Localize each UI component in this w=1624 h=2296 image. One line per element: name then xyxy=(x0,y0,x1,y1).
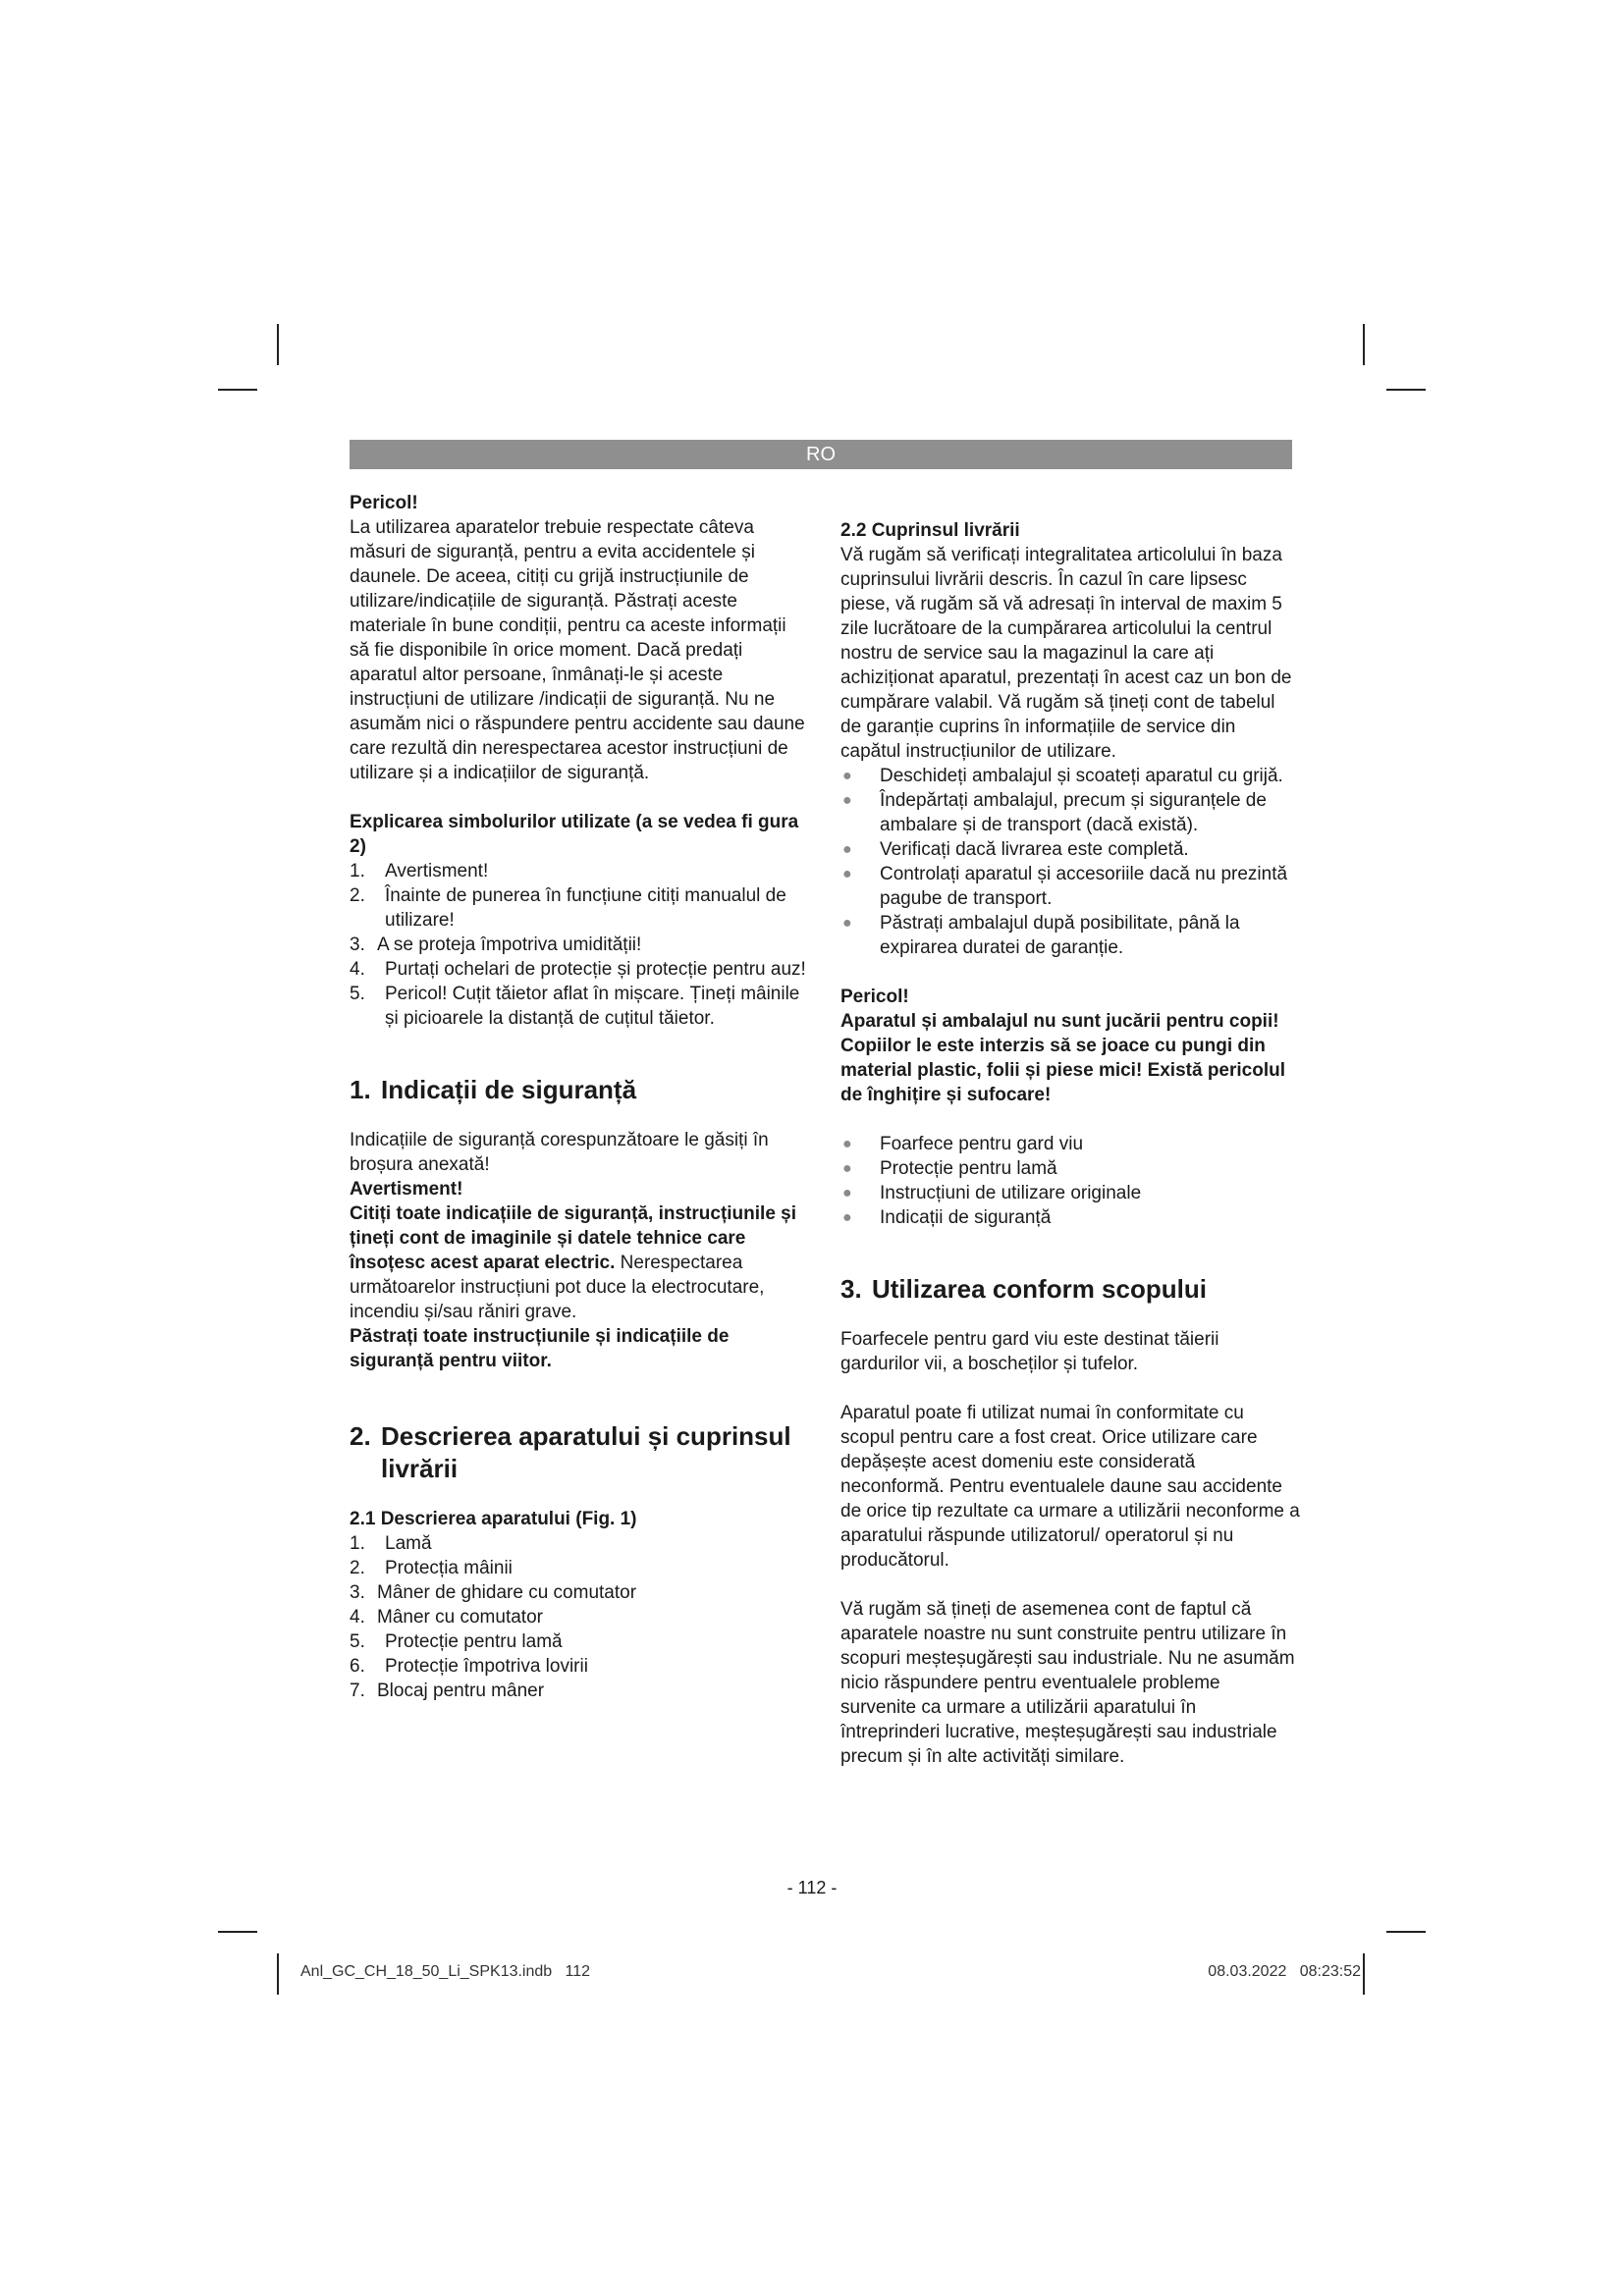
list-item: 2. Protecția mâinii xyxy=(350,1558,513,1578)
bullet-icon: ● xyxy=(842,1160,852,1177)
parts-list xyxy=(350,1531,809,1703)
crop-mark xyxy=(277,324,279,365)
crop-mark xyxy=(1363,1953,1365,1995)
warning-heading: Avertisment! xyxy=(350,1179,463,1200)
list-item: ● Protecție pentru lamă xyxy=(842,1158,1057,1179)
danger-paragraph: Aparatul și ambalajul nu sunt jucării pentru copii! Copiilor le este interzis să se joace cu pungi din material plastic, folii și piese mici! Există pericolul de înghițire și sufocare! xyxy=(840,1011,1286,1105)
list-item: ● Foarfece pentru gard viu xyxy=(842,1134,1084,1154)
symbols-list xyxy=(350,859,809,1031)
right-column xyxy=(840,518,1300,1769)
list-item: 1. Lamă xyxy=(350,1533,432,1554)
section-1-text: Indicațiile de siguranță corespunzătoare le găsiți în broșura anexată! xyxy=(350,1130,769,1175)
language-label: RO xyxy=(806,444,836,465)
crop-mark xyxy=(218,389,257,391)
section-3-paragraph-3: Vă rugăm să țineți de asemenea cont de faptul că aparatele noastre nu sunt construite pentru utilizare în scopuri meșteșugărești sau industriale. Nu ne asumăm nicio răspundere pentru eventualele probleme survenite ca urmare a utilizării aparatului în întreprinderi lucrative, meșteșugărești sau industriale precum și în alte activități similare. xyxy=(840,1599,1295,1767)
list-item: ● Indicații de siguranță xyxy=(842,1207,1052,1228)
footer-filename: Anl_GC_CH_18_50_Li_SPK13.indb 112 xyxy=(300,1963,591,1980)
warning-paragraph: Citiți toate indicațiile de siguranță, instrucțiunile și țineți cont de imaginile și datele tehnice care însoțesc acest aparat electric. Nerespectarea următoarelor instrucțiuni pot duce la electrocutare, incendiu și/sau răniri grave. xyxy=(350,1203,797,1322)
list-item: 4. Purtați ochelari de protecție și protecție pentru auz! xyxy=(350,959,806,980)
bullet-icon: ● xyxy=(842,792,852,809)
crop-mark xyxy=(1386,1931,1426,1933)
bullet-icon: ● xyxy=(842,1185,852,1201)
contents-list xyxy=(840,1132,1300,1230)
danger-heading: Pericol! xyxy=(350,493,418,513)
bullet-icon: ● xyxy=(842,915,852,932)
crop-mark xyxy=(218,1931,257,1933)
list-item: ● Păstrați ambalajul după posibilitate, până la expirarea duratei de garanție. xyxy=(842,913,1240,958)
left-column xyxy=(350,491,809,1703)
crop-mark xyxy=(277,1953,279,1995)
page-number: - 112 - xyxy=(786,1878,838,1897)
crop-mark xyxy=(1386,389,1426,391)
list-item: 7. Blocaj pentru mâner xyxy=(350,1681,545,1701)
bullet-icon: ● xyxy=(842,841,852,858)
bullet-icon: ● xyxy=(842,768,852,784)
list-item: 4. Mâner cu comutator xyxy=(350,1607,543,1628)
warning-keep-text: Păstrați toate instrucțiunile și indicațiile de siguranță pentru viitor. xyxy=(350,1326,730,1371)
list-item: ● Controlați aparatul și accesoriile dacă nu prezintă pagube de transport. xyxy=(842,864,1288,909)
list-item: 5. Protecție pentru lamă xyxy=(350,1631,563,1652)
crop-mark xyxy=(1363,324,1365,365)
list-item: 3. Mâner de ghidare cu comutator xyxy=(350,1582,637,1603)
list-item: 1. Avertisment! xyxy=(350,861,489,881)
list-item: 5. Pericol! Cuțit tăietor aflat în mișcare. Țineți mâinile și picioarele la distanță de cuțitul tăietor. xyxy=(350,984,800,1029)
bullet-icon: ● xyxy=(842,1136,852,1152)
language-header-bar xyxy=(350,440,1292,469)
list-item: 6. Protecție împotriva lovirii xyxy=(350,1656,588,1677)
list-item: 3. A se proteja împotriva umidității! xyxy=(350,934,642,955)
symbols-heading: Explicarea simbolurilor utilizate (a se vedea fi gura 2) xyxy=(350,812,799,857)
section-2-title: 2. Descrierea aparatului și cuprinsul livrării xyxy=(350,1421,791,1483)
section-2-1-heading: 2.1 Descrierea aparatului (Fig. 1) xyxy=(350,1509,637,1529)
list-item: ● Îndepărtați ambalajul, precum și siguranțele de ambalare și de transport (dacă există). xyxy=(842,790,1267,835)
list-item: ● Deschideți ambalajul și scoateți aparatul cu grijă. xyxy=(842,766,1283,786)
section-3-paragraph-2: Aparatul poate fi utilizat numai în conformitate cu scopul pentru care a fost creat. Orice utilizare care depășește acest domeniu este considerată neconformă. Pentru eventualele daune sau accidente de orice tip rezultate ca urmare a utilizării neconforme a aparatului răspunde utilizatorul/ operatorul și nu producătorul. xyxy=(840,1403,1300,1571)
list-item: 2. Înainte de punerea în funcțiune citiți manualul de utilizare! xyxy=(350,885,786,931)
section-2-2-heading: 2.2 Cuprinsul livrării xyxy=(840,520,1020,541)
section-3-paragraph-1: Foarfecele pentru gard viu este destinat tăierii gardurilor vii, a boscheților și tufelor. xyxy=(840,1329,1219,1374)
bullet-icon: ● xyxy=(842,866,852,882)
section-3-title: 3. Utilizarea conform scopului xyxy=(840,1274,1207,1304)
section-1-title: 1. Indicații de siguranță xyxy=(350,1075,637,1104)
list-item: ● Instrucțiuni de utilizare originale xyxy=(842,1183,1142,1203)
footer-timestamp: 08.03.2022 08:23:52 xyxy=(1208,1963,1361,1980)
list-item: ● Verificați dacă livrarea este completă. xyxy=(842,839,1189,860)
checks-list xyxy=(840,764,1300,960)
danger-heading: Pericol! xyxy=(840,987,909,1007)
section-2-2-text: Vă rugăm să verificați integralitatea articolului în baza cuprinsului livrării descris. În cazul în care lipsesc piese, vă rugăm să vă adresați în interval de maxim 5 zile lucrătoare de la cumpărarea articolului la centrul nostru de service sau la magazinul la care ați achiziționat aparatul, prezentați în acest caz un bon de cumpărare valabil. Vă rugăm să țineți cont de tabelul de garanție cuprins în informațiile de service din capătul instrucțiunilor de utilizare. xyxy=(840,545,1292,762)
danger-paragraph: La utilizarea aparatelor trebuie respectate câteva măsuri de siguranță, pentru a evita accidentele și daunele. De aceea, citiți cu grijă instrucțiunile de utilizare/indicațiile de siguranță. Păstrați aceste materiale în bune condiții, pentru ca aceste informații să fie disponibile în orice moment. Dacă predați aparatul altor persoane, înmânați-le și aceste instrucțiuni de utilizare /indicații de siguranță. Nu ne asumăm nici o răspundere pentru accidente sau daune care rezultă din nerespectarea acestor instrucțiuni de utilizare și a indicațiilor de siguranță. xyxy=(350,517,805,783)
bullet-icon: ● xyxy=(842,1209,852,1226)
